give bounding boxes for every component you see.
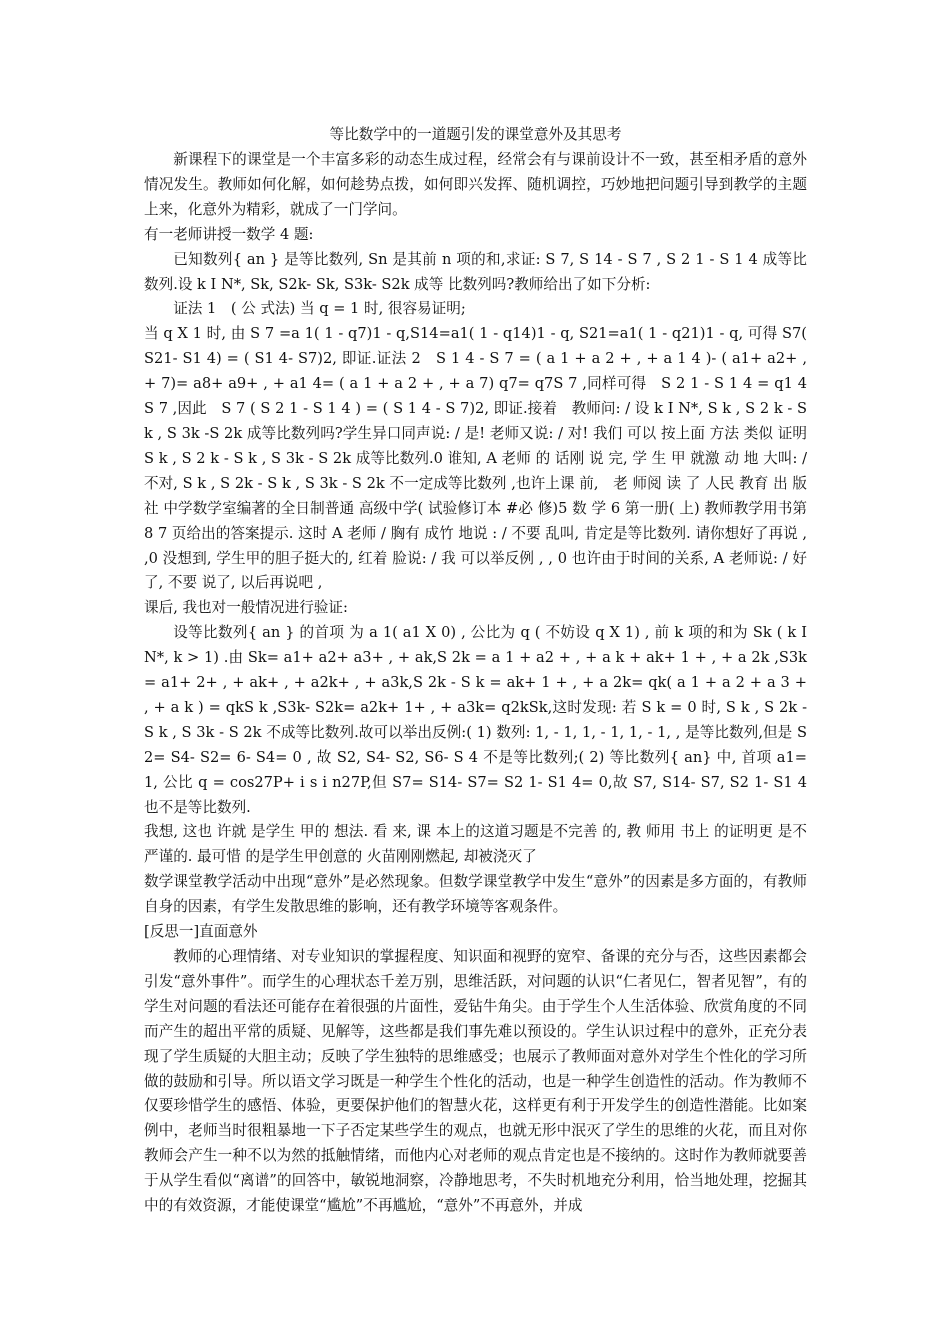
document-title: 等比数学中的一道题引发的课堂意外及其思考 bbox=[329, 126, 622, 143]
paragraph: 新课程下的课堂是一个丰富多彩的动态生成过程，经常会有与课前设计不一致，甚至相矛盾的意外情况发生。教师如何化解，如何趁势点拨，如何即兴发挥、随机调控，巧妙地把问题引导到教学的主题上来，化意外为精彩，就成了一门学问。 bbox=[144, 151, 807, 218]
paragraph: 教师的心理情绪、对专业知识的掌握程度、知识面和视野的宽窄、备课的充分与否，这些因素都会引发“意外事件”。而学生的心理状态千差万别，思维活跃，对问题的认识“仁者见仁，智者见智”，有的学生对问题的看法还可能存在着很强的片面性，爱钻牛角尖。由于学生个人生活体验、欣赏角度的不同而产生的超出平常的质疑、见解等，这些都是我们事先难以预设的。学生认识过程中的意外，正充分表现了学生质疑的大胆主动；反映了学生独特的思维感受；也展示了教师面对意外对学生个性化的学习所做的鼓励和引导。所以语文学习既是一种学生个性化的活动，也是一种学生创造性的活动。作为教师不仅要珍惜学生的感悟、体验，更要保护他们的智慧火花，这样更有利于开发学生的创造性潜能。比如案例中，老师当时很粗暴地一下子否定某些学生的观点，也就无形中泯灭了学生的思维的火花，而且对你教师会产生一种不以为然的抵触情绪，而他内心对老师的观点肯定也是不接纳的。这时作为教师就要善于从学生看似“离谱”的回答中，敏锐地洞察，冷静地思考，不失时机地充分利用，恰当地处理，挖掘其中的有效资源，才能使课堂“尴尬”不再尴尬，“意外”不再意外，并成 bbox=[144, 948, 807, 1215]
paragraph: 数学课堂教学活动中出现“意外”是必然现象。但数学课堂教学中发生“意外”的因素是多方面的，有教师自身的因素，有学生发散思维的影响，还有教学环境等客观条件。 bbox=[144, 873, 807, 916]
document-body bbox=[144, 148, 807, 1219]
paragraph: 课后, 我也对一般情况进行验证: bbox=[144, 599, 348, 617]
paragraph: 证法 1 ( 公 式法) 当 q = 1 时, 很容易证明; bbox=[173, 300, 466, 318]
paragraph: [反思一]直面意外 bbox=[144, 923, 258, 941]
paragraph: 有一老师讲授一数学 4 题: bbox=[144, 225, 314, 243]
paragraph: 设等比数列{ an } 的首项 为 a 1( a1 X 0) , 公比为 q ( 不妨设 q X 1) , 前 k 项的和为 Sk ( k I N*, k > 1) .由 Sk= a1+ a2+ a3+ , + ak,S 2k = a 1 + a2 + , + a k + ak+ 1 + , + a 2k ,S3k= a1+ 2+ , + ak+ , + a2k+ , + a3k,S 2k - S k = ak+ 1 + , + a 2k= qk( a 1 + a 2 + a 3 + , + a k ) = qkS k ,S3k- S2k= a2k+ 1+ , + a3k= q2kSk,这时发现: 若 S k = 0 时, S k , S 2k - S k , S 3k - S 2k 不成等比数列.故可以举出反例:( 1) 数列: 1, - 1, 1, - 1, 1, - 1, , 是等比数列,但是 S2= S4- S2= 6- S4= 0 , 故 S2, S4- S2, S6- S 4 不是等比数列;( 2) 等比数列{ an} 中, 首项 a1= 1, 公比 q = cos27P+ i s i n27P,但 S7= S14- S7= S2 1- S1 4= 0,故 S7, S14- S7, S2 1- S1 4 也不是等比数列. bbox=[144, 624, 807, 816]
paragraph: 我想, 这也 许就 是学生 甲的 想法. 看 来, 课 本上的这道习题是不完善 的, 教 师用 书上 的证明更 是不严谨的. 最可惜 的是学生甲创意的 火苗刚刚燃起, 却被浇灭了 bbox=[144, 823, 807, 866]
document-page bbox=[144, 122, 807, 1219]
paragraph: 当 q X 1 时, 由 S 7 =a 1( 1 - q7)1 - q,S14=a1( 1 - q14)1 - q, S21=a1( 1 - q21)1 - q, 可得 S7( S21- S1 4) = ( S1 4- S7)2, 即证.证法 2 S 1 4 - S 7 = ( a 1 + a 2 + , + a 1 4 )- ( a1+ a2+ , + 7)= a8+ a9+ , + a1 4= ( a 1 + a 2 + , + a 7) q7= q7S 7 ,同样可得 S 2 1 - S 1 4 = q1 4S 7 ,因此 S 7 ( S 2 1 - S 1 4 ) = ( S 1 4 - S 7)2, 即证.接着 教师问: / 设 k I N*, S k , S 2 k - S k , S 3k -S 2k 成等比数列吗?学生异口同声说: / 是! 老师又说: / 对! 我们 可以 按上面 方法 类似 证明 S k , S 2 k - S k , S 3k - S 2k 成等比数列.0 谁知, A 老师 的 话刚 说 完, 学 生 甲 就激 动 地 大叫: / 不对, S k , S 2k - S k , S 3k - S 2k 不一定成等比数列 ,也许上课 前, 老 师阅 读 了 人民 教育 出 版社 中学数学室编著的全日制普通 高级中学( 试验修订本 #必 修)5 数 学 6 第一册( 上) 教师教学用书第 8 7 页给出的答案提示. 这时 A 老师 / 胸有 成竹 地说 : / 不要 乱叫, 肯定是等比数列. 请你想好了再说 , ,0 没想到, 学生甲的胆子挺大的, 红着 脸说: / 我 可以举反例 , , 0 也许由于时间的关系, A 老师说: / 好了, 不要 说了, 以后再说吧 , bbox=[144, 325, 807, 592]
paragraph: 已知数列{ an } 是等比数列, Sn 是其前 n 项的和,求证: S 7, S 14 - S 7 , S 2 1 - S 1 4 成等比数列.设 k I N*, Sk, S2k- Sk, S3k- S2k 成等 比数列吗?教师给出了如下分析: bbox=[144, 250, 807, 293]
